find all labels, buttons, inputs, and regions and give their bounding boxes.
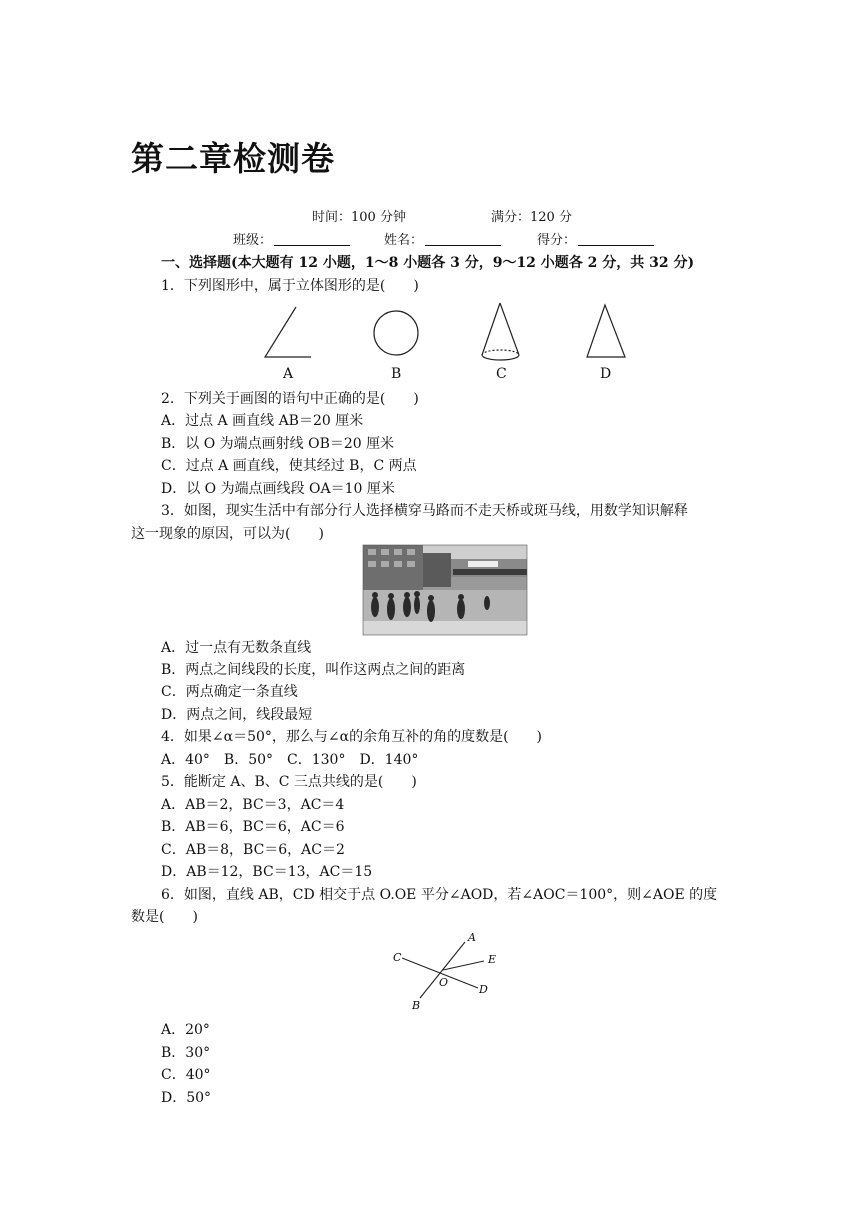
- q1-label-d: D: [600, 366, 612, 382]
- class-label: 班级：: [233, 233, 273, 248]
- full-score-info: 满分：120 分: [491, 210, 572, 225]
- q6-point-d: D: [479, 983, 488, 996]
- q4-stem: 4．如果∠α＝50°，那么与∠α的余角互补的角的度数是( ): [161, 729, 543, 745]
- q6-point-o: O: [439, 976, 449, 989]
- q3-option-a: A．过一点有无数条直线: [161, 640, 312, 656]
- q5-option-b: B．AB＝6，BC＝6，AC＝6: [161, 819, 345, 835]
- q6-option-a: A．20°: [161, 1022, 210, 1038]
- q1-label-a: A: [283, 366, 294, 382]
- q6-point-a: A: [468, 931, 476, 944]
- q6-stem-line2: 数是( ): [131, 909, 198, 925]
- q1-stem: 1．下列图形中，属于立体图形的是( ): [161, 278, 419, 294]
- q1-label-b: B: [391, 366, 402, 382]
- q3-stem-line2: 这一现象的原因，可以为( ): [131, 526, 324, 542]
- q6-option-c: C．40°: [161, 1067, 211, 1083]
- q5-option-c: C．AB＝8，BC＝6，AC＝2: [161, 842, 345, 858]
- name-label: 姓名：: [384, 233, 424, 248]
- q6-point-e: E: [488, 953, 497, 966]
- q6-option-d: D．50°: [161, 1090, 212, 1106]
- q3-option-c: C．两点确定一条直线: [161, 684, 298, 700]
- q2-option-b: B．以 O 为端点画射线 OB＝20 厘米: [161, 436, 395, 452]
- q2-stem: 2．下列关于画图的语句中正确的是( ): [161, 391, 419, 407]
- score-label: 得分：: [537, 233, 577, 248]
- q1-label-c: C: [496, 366, 507, 382]
- q2-option-d: D．以 O 为端点画线段 OA＝10 厘米: [161, 481, 395, 497]
- q5-option-d: D．AB＝12，BC＝13，AC＝15: [161, 864, 373, 880]
- q6-line-ab: [420, 942, 465, 998]
- q6-point-c: C: [393, 951, 402, 964]
- q6-point-b: B: [412, 999, 421, 1012]
- q5-stem: 5．能断定 A、B、C 三点共线的是( ): [161, 774, 417, 790]
- q2-option-c: C．过点 A 画直线，使其经过 B，C 两点: [161, 458, 417, 474]
- q6-stem-line1: 6．如图，直线 AB，CD 相交于点 O.OE 平分∠AOD，若∠AOC＝100°，则∠AOE 的度: [161, 887, 718, 903]
- q2-option-a: A．过点 A 画直线 AB＝20 厘米: [161, 413, 364, 429]
- page-title: 第二章检测卷: [131, 139, 335, 178]
- q4-options: A．40° B．50° C．130° D．140°: [161, 752, 419, 768]
- q3-stem-line1: 3．如图，现实生活中有部分行人选择横穿马路而不走天桥或斑马线，用数学知识解释: [161, 503, 688, 519]
- q3-option-b: B．两点之间线段的长度，叫作这两点之间的距离: [161, 662, 466, 678]
- section-heading: 一、选择题(本大题有 12 小题，1～8 小题各 3 分，9～12 小题各 2 分，共 32 分): [161, 255, 695, 271]
- time-info: 时间：100 分钟: [312, 210, 406, 225]
- q5-option-a: A．AB＝2，BC＝3，AC＝4: [161, 797, 345, 813]
- q6-option-b: B．30°: [161, 1045, 211, 1061]
- q3-option-d: D．两点之间，线段最短: [161, 707, 313, 723]
